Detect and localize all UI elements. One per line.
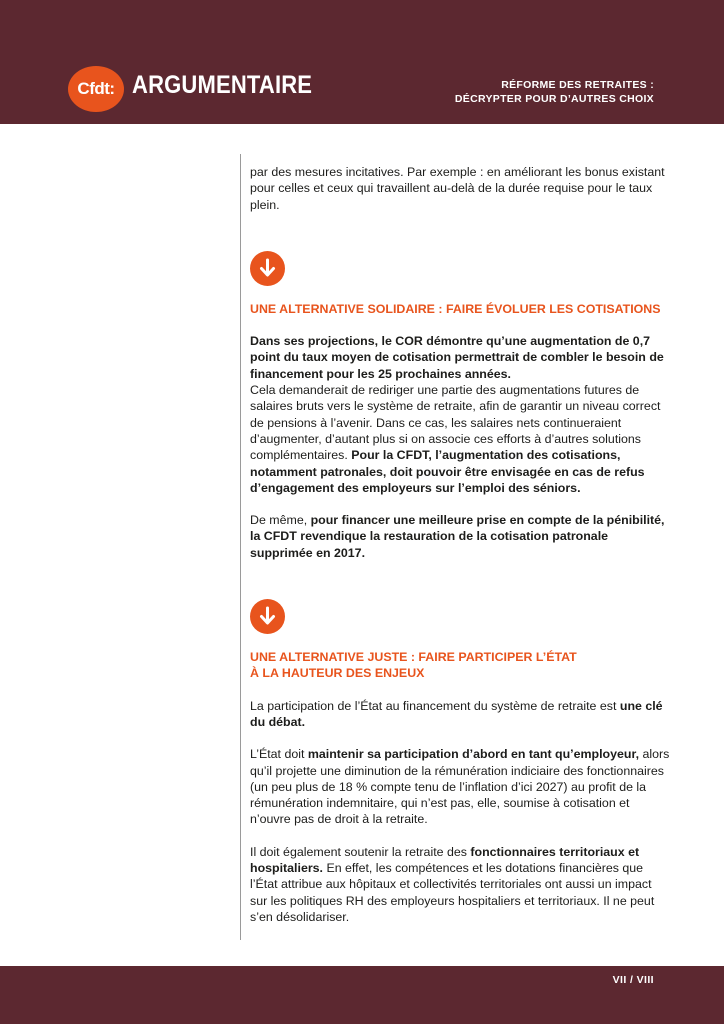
subtitle-line-2: DÉCRYPTER POUR D’AUTRES CHOIX <box>454 93 654 105</box>
document-subtitle <box>374 78 654 106</box>
margin-rule <box>240 154 241 940</box>
section-2-p2-body: alors qu’il projette une diminution de la rémunération indiciaire des fonctionnaires (un peu plus de 18 % compte tenu de l’inflation d’ici 2027) au profit de la rémunération indemnitaire, qui n’est pas, elle, soumise à cotisation et n’ouvre pas de droit à la retraite. <box>250 747 670 827</box>
section-1-p2-demand: pour financer une meilleure prise en compte de la pénibilité, la CFDT revendique la restauration de la cotisation patronale supprimée en 2017. <box>250 513 665 560</box>
section-2-p3-bold: fonctionnaires territoriaux et hospitaliers. <box>250 844 640 876</box>
section-2-p3-lead: Il doit également soutenir la retraite des <box>250 844 471 859</box>
main-content <box>250 164 670 925</box>
page-number: VII / VIII <box>612 974 654 986</box>
section-2-paragraph-2 <box>250 746 670 827</box>
page-footer <box>0 966 724 1024</box>
arrow-down-icon <box>250 599 285 634</box>
subtitle-line-1: RÉFORME DES RETRAITES : <box>501 79 654 91</box>
arrow-down-icon <box>250 251 285 286</box>
section-2-paragraph-1 <box>250 698 670 731</box>
section-2-p2-lead: L’État doit <box>250 747 308 762</box>
logo-text: Cfdt: <box>77 79 115 98</box>
section-1-paragraph-1 <box>250 333 670 496</box>
section-2-p1-text: La participation de l’État au financement du système de retraite est <box>250 698 620 713</box>
section-2-p1-bold: une clé du débat. <box>250 698 663 729</box>
section-1-body-text: Cela demanderait de rediriger une partie des augmentations futures de salaires bruts vers le système de retraite, afin de garantir un niveau correct de pensions à l’avenir. Dans ce cas, les salaires nets continueraient d’augmenter, d’autant plus si on associe ces efforts à d’autres solutions complémentaires. <box>250 383 661 463</box>
section-2-title-line-1: UNE ALTERNATIVE JUSTE : FAIRE PARTICIPER L’ÉTAT <box>250 650 577 665</box>
section-1-title: UNE ALTERNATIVE SOLIDAIRE : FAIRE ÉVOLUER LES COTISATIONS <box>250 301 661 316</box>
section-1-key-finding: Dans ses projections, le COR démontre qu’une augmentation de 0,7 point du taux moyen de cotisation permettrait de combler le besoin de financement pour les 25 prochaines années. <box>250 334 664 381</box>
section-1-p2-lead: De même, <box>250 513 311 528</box>
section-2-title-line-2: À LA HAUTEUR DES ENJEUX <box>250 666 425 681</box>
page-header <box>0 0 724 124</box>
section-1-cfdt-position: Pour la CFDT, l’augmentation des cotisations, notamment patronales, doit pouvoir être envisagée en cas de refus d’engagement des employeurs sur l’emploi des séniors. <box>250 448 645 495</box>
section-2-paragraph-3 <box>250 844 670 925</box>
section-1-paragraph-2 <box>250 512 670 561</box>
section-2-p3-body: En effet, les compétences et les dotations financières que l’État attribue aux hôpitaux et collectivités territoriales ont aussi un impact sur les politiques RH des employeurs hospitaliers et territoriaux. Il ne peut s’en désolidariser. <box>250 861 655 924</box>
section-2-title <box>250 649 670 682</box>
section-2-p2-bold: maintenir sa participation d’abord en tant qu’employeur, <box>307 747 640 762</box>
cfdt-logo <box>68 66 124 112</box>
intro-paragraph: par des mesures incitatives. Par exemple : en améliorant les bonus existant pour celles et ceux qui travaillent au-delà de la durée requise pour le taux plein. <box>250 165 665 212</box>
document-type-title: ARGUMENTAIRE <box>132 71 313 99</box>
